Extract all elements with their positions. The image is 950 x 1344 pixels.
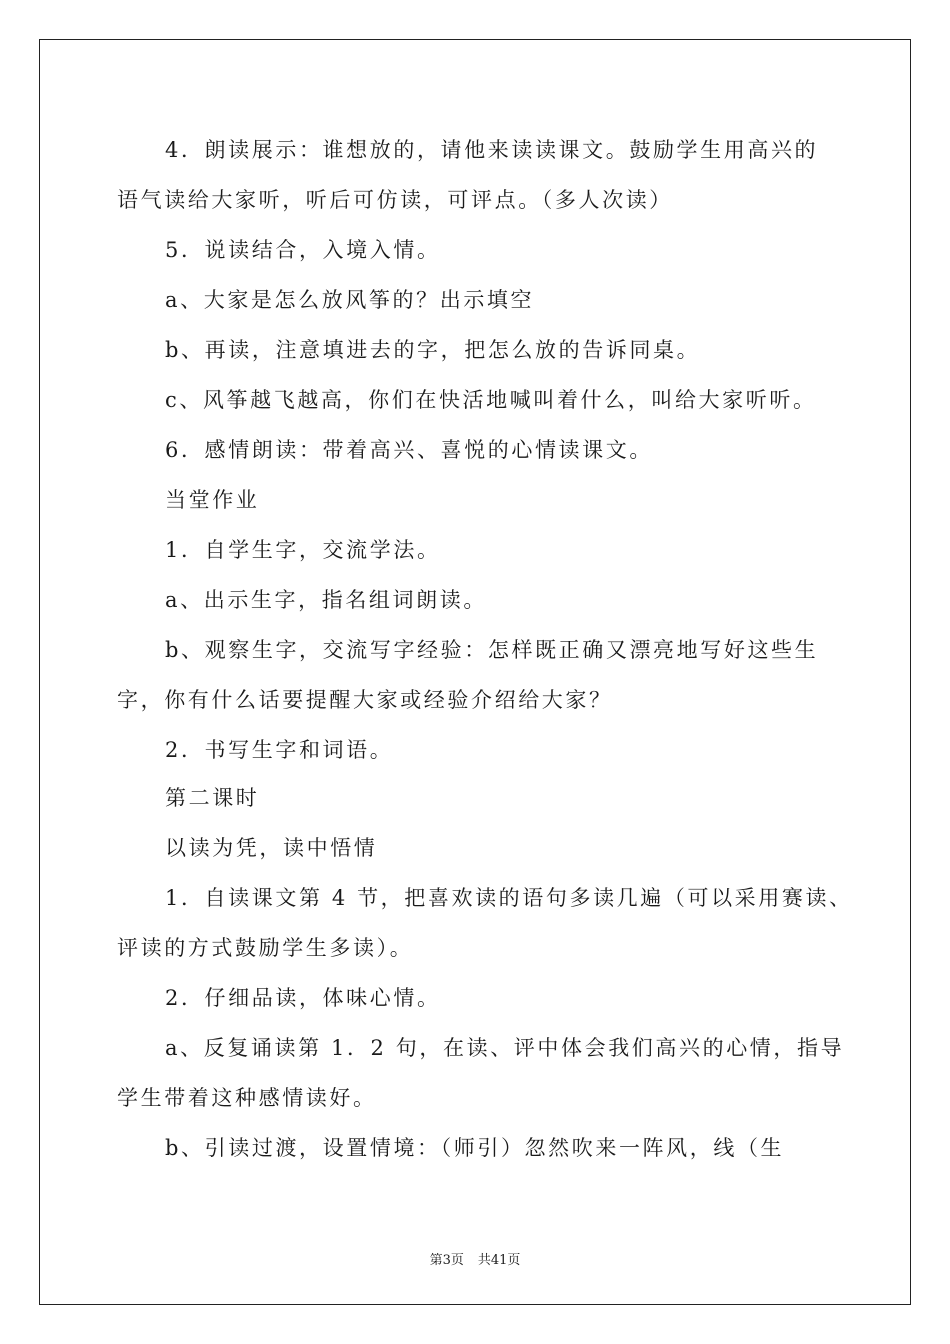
page-footer <box>0 1249 950 1268</box>
text-line: 1．自学生字，交流学法。 <box>165 538 441 562</box>
current-page-label: 第3页 <box>429 1253 464 1268</box>
text-line: 学生带着这种感情读好。 <box>117 1086 377 1110</box>
section-heading: 当堂作业 <box>165 488 260 512</box>
text-line: c、风筝越飞越高，你们在快活地喊叫着什么，叫给大家听听。 <box>165 388 817 412</box>
text-line: b、引读过渡，设置情境：（师引）忽然吹来一阵风，线（生 <box>165 1136 785 1160</box>
text-line: 评读的方式鼓励学生多读）。 <box>117 936 414 960</box>
text-line: a、出示生字，指名组词朗读。 <box>165 588 487 612</box>
text-line: b、观察生字，交流写字经验：怎样既正确又漂亮地写好这些生 <box>165 638 819 662</box>
text-line: 语气读给大家听，听后可仿读，可评点。（多人次读） <box>117 188 673 212</box>
text-line: 4．朗读展示：谁想放的，请他来读读课文。鼓励学生用高兴的 <box>165 138 819 162</box>
text-line: 5．说读结合，入境入情。 <box>165 238 441 262</box>
total-pages-label: 共41页 <box>477 1253 521 1268</box>
text-line: a、反复诵读第 1．2 句，在读、评中体会我们高兴的心情，指导 <box>165 1036 845 1060</box>
text-line: 6．感情朗读：带着高兴、喜悦的心情读课文。 <box>165 438 653 462</box>
text-line: a、大家是怎么放风筝的？出示填空 <box>165 288 535 312</box>
section-heading: 第二课时 <box>165 786 260 810</box>
text-line: 1．自读课文第 4 节，把喜欢读的语句多读几遍（可以采用赛读、 <box>165 886 853 910</box>
section-heading: 以读为凭，读中悟情 <box>165 836 378 860</box>
text-line: 字，你有什么话要提醒大家或经验介绍给大家？ <box>117 688 613 712</box>
page-border <box>39 39 911 1305</box>
text-line: b、再读，注意填进去的字，把怎么放的告诉同桌。 <box>165 338 701 362</box>
text-line: 2．仔细品读，体味心情。 <box>165 986 441 1010</box>
text-line: 2．书写生字和词语。 <box>165 738 394 762</box>
